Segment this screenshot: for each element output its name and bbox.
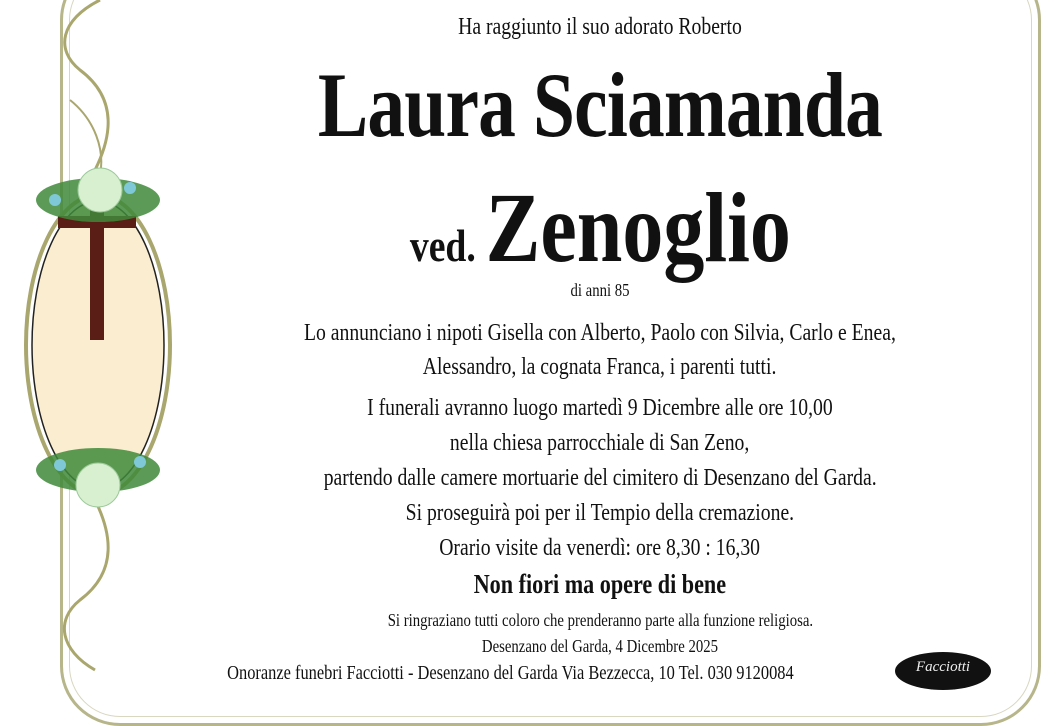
thanks-line xyxy=(150,610,1050,631)
ved-prefix: ved. xyxy=(409,220,476,271)
age-text xyxy=(150,280,1050,301)
text-line: Alessandro, la cognata Franca, i parenti tutti. xyxy=(423,354,777,380)
intro-label: Ha raggiunto il suo adorato Roberto xyxy=(458,14,742,40)
text-line: Orario visite da venerdì: ore 8,30 : 16,30 xyxy=(439,535,761,561)
intro-text xyxy=(150,14,1050,41)
text-line: I funerali avranno luogo martedì 9 Dicembre alle ore 10,00 xyxy=(367,395,833,421)
funeral-line xyxy=(150,465,1050,492)
text-line: Lo annunciano i nipoti Gisella con Alberto, Paolo con Silvia, Carlo e Enea, xyxy=(304,320,896,346)
text-line: nella chiesa parrocchiale di San Zeno, xyxy=(450,430,750,456)
place-date-label: Desenzano del Garda, 4 Dicembre 2025 xyxy=(481,636,719,656)
announcement-line xyxy=(150,320,1050,347)
thanks-label: Si ringraziano tutti coloro che prenderanno parte alla funzione religiosa. xyxy=(387,610,813,630)
funeral-home-logo: Facciotti xyxy=(895,652,991,690)
funeral-line xyxy=(150,395,1050,422)
announcement-line xyxy=(150,354,1050,381)
flowers-bottom-icon xyxy=(36,448,160,507)
footer-line xyxy=(100,662,920,685)
text-line: partendo dalle camere mortuarie del cimitero di Desenzano del Garda. xyxy=(323,465,877,491)
place-date xyxy=(150,636,1050,657)
text-line: Si proseguirà poi per il Tempio della cremazione. xyxy=(405,500,795,526)
married-name-label: Zenoglio xyxy=(485,172,791,283)
deceased-name xyxy=(150,52,1050,158)
visits-line xyxy=(150,535,1050,562)
flowers-line xyxy=(150,569,1050,600)
funeral-line xyxy=(150,500,1050,527)
age-label: di anni 85 xyxy=(570,280,630,300)
funeral-line xyxy=(150,430,1050,457)
married-name xyxy=(150,170,1050,285)
flowers-label: Non fiori ma opere di bene xyxy=(473,569,727,599)
name-label: Laura Sciamanda xyxy=(317,54,883,156)
flowers-top-icon xyxy=(36,168,160,222)
footer-label: Onoranze funebri Facciotti - Desenzano del Garda Via Bezzecca, 10 Tel. 030 9120084 xyxy=(226,662,794,684)
